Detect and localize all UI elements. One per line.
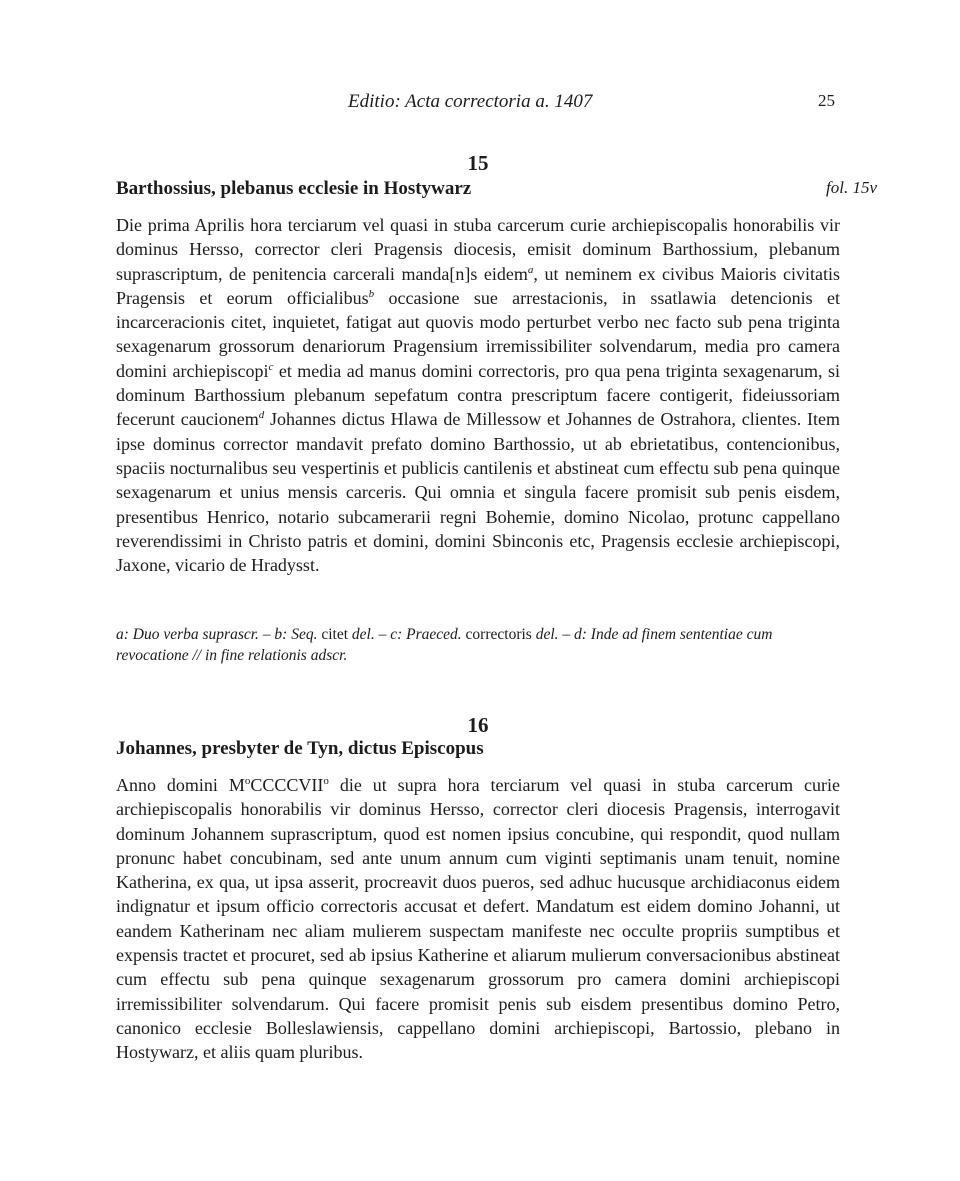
textual-notes [116, 624, 840, 666]
running-head: Editio: Acta correctoria a. 1407 [348, 91, 593, 112]
entry-number-15: 15 [467, 151, 489, 175]
superscript-o: o [244, 775, 251, 787]
text-segment: die ut supra hora terciarum vel quasi in stuba carcerum curie archiepiscopalis honorabilis vir dominus Hersso, corrector cleri diocesis Pragensis, interrogavit dominum Johannem suprascriptum, quod est nomen ipsius concubine, qui respondit, quod nullam pronunc habet concubinam, sed ante unum annum cum viginti septimanis unam tenuit, nomine Katherina, ex qua, ut ipsa asserit, procreavit duos pueros, sed adhuc hucusque archidiaconus eidem indignatur et ipsum officio correctoris accusat et defert. Mandatum est eidem domino Johanni, ut eandem Katherinam nec aliam mulierem suspectam manifeste nec occulte propriis sumptibus et expensis tractet et procuret, sed ab ipsius Katherine et aliarum mulierum conversacionibus abstineat cum effectu sub pena quinque sexagenarum grossorum pro camera domini archiepiscopi irremissibiliter solvendarum. Qui facere promisit penis sub eisdem presentibus domino Petro, canonico ecclesie Bolleslawiensis, cappellano domini archiepiscopi, Bartossio, plebano in Hostywarz, et aliis quam pluribus. [116, 775, 840, 1063]
text-segment: , ut neminem ex civibus Maioris civitatis Pragensis et eorum officialibus [116, 263, 840, 308]
superscript-o: o [323, 775, 329, 787]
text-segment: Anno domini M [116, 775, 245, 795]
note-text-roman: citet [321, 626, 349, 643]
footnote-mark-c: c [268, 360, 274, 373]
footnote-mark-a: a [527, 263, 534, 276]
folio-reference: fol. 15v [826, 178, 877, 197]
text-segment: occasione sue arrestacionis, in ssatlawia detencionis et incarceracionis citet, inquietet, fatigat aut quovis modo perturbet verbo nec facto sub pena triginta sexagenarum grossorum denariorum Pragensium irremissibiliter solvendarum, media pro camera domini archiepiscopi [116, 287, 840, 381]
note-text-roman: correctoris [465, 626, 532, 643]
entry-15-text [116, 213, 840, 577]
note-text: del. – d: Inde ad finem sententiae cum revocatione // in fine relationis adscr. [116, 626, 773, 664]
text-segment: Die prima Aprilis hora terciarum vel quasi in stuba carcerum curie archiepiscopalis honorabilis vir dominus Hersso, corrector cleri Pragensis diocesis, emisit dominum Barthossium, plebanum suprascriptum, de penitencia carcerali manda[n]s eidem [116, 215, 840, 284]
note-text: a: Duo verba suprascr. – b: Seq. [116, 626, 322, 643]
entry-16-text [116, 773, 840, 1065]
footnote-mark-b: b [368, 287, 375, 300]
page-number: 25 [818, 91, 835, 110]
entry-title-15: Barthossius, plebanus ecclesie in Hostywarz [116, 178, 472, 199]
footnote-mark-d: d [258, 409, 265, 422]
entry-number-16: 16 [467, 713, 489, 737]
entry-title-16: Johannes, presbyter de Tyn, dictus Episcopus [116, 738, 484, 759]
text-segment: Johannes dictus Hlawa de Millessow et Johannes de Ostrahora, clientes. Item ipse dominus corrector mandavit prefato domino Barthossio, ut ab ebrietatibus, contencionibus, spaciis nocturnalibus seu vespertinis et publicis cantilenis et abstineat cum effectu sub pena quinque sexagenarum et unius mensis carceris. Qui omnia et singula facere promisit sub penis eisdem, presentibus Henrico, notario subcamerarii regni Bohemie, domino Nicolao, protunc cappellano reverendissimi in Christo patris et domini, domini Sbinconis etc, Pragensis ecclesie archiepiscopi, Jaxone, vicario de Hradysst. [116, 409, 841, 576]
text-segment: CCCCVII [250, 775, 324, 795]
note-text: del. – c: Praeced. [348, 626, 466, 643]
text-segment: et media ad manus domini correctoris, pro qua pena triginta sexagenarum, si dominum Barthossium plebanum sepefatum contra prescriptum facere contigerit, fideiussoriam fecerunt caucionem [116, 360, 840, 430]
